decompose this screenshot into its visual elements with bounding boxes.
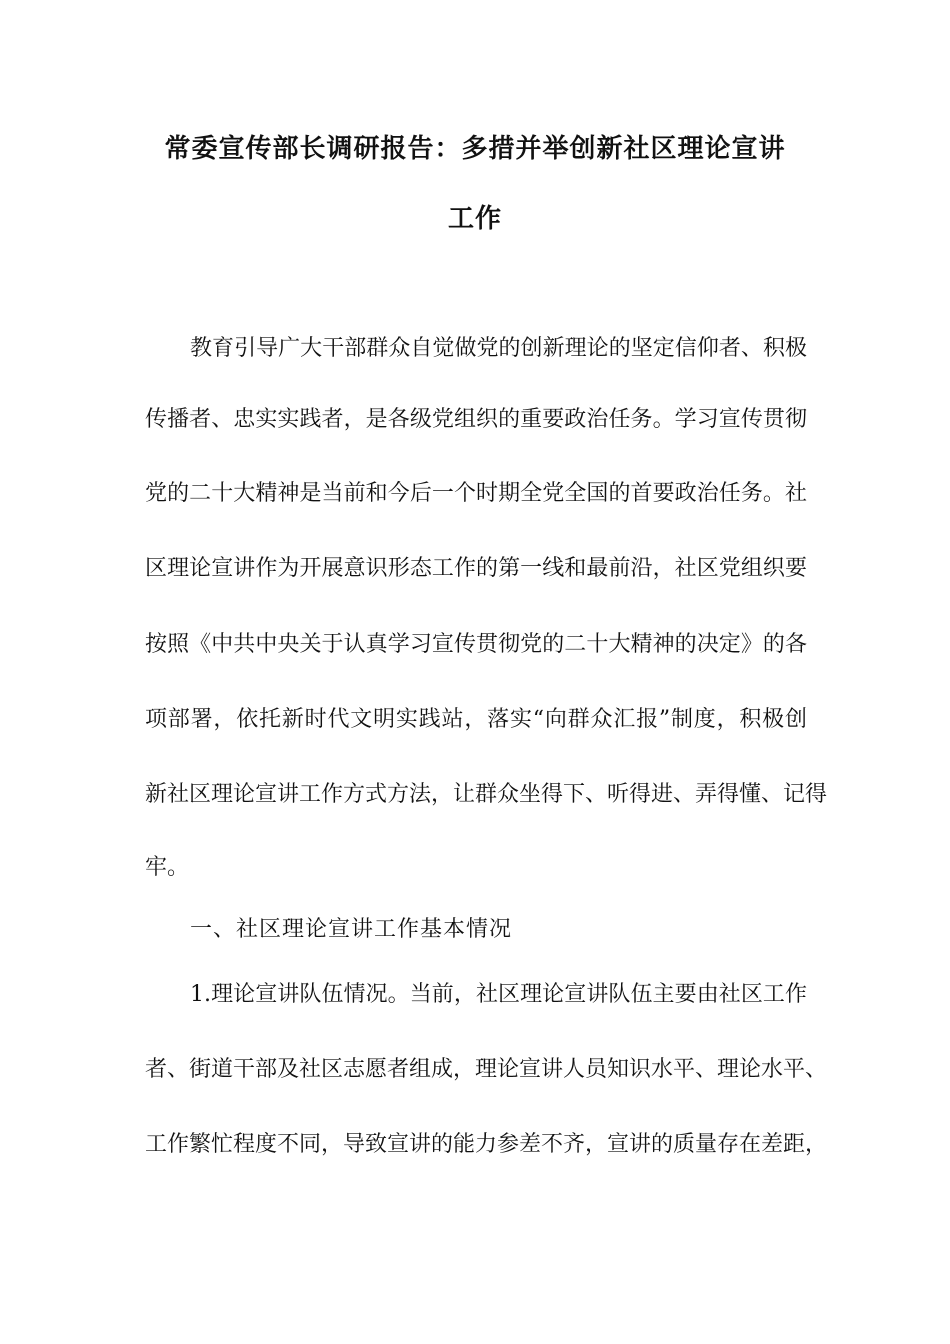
document-title-line-1: 常委宣传部长调研报告：多措并举创新社区理论宣讲: [164, 134, 786, 164]
paragraph-line: 牢。: [145, 855, 190, 880]
paragraph-line: 区理论宣讲作为开展意识形态工作的第一线和最前沿，社区党组织要: [145, 556, 807, 581]
paragraph-line: 党的二十大精神是当前和今后一个时期全党全国的首要政治任务。社: [145, 481, 807, 506]
paragraph-line: 传播者、忠实实践者，是各级党组织的重要政治任务。学习宣传贯彻: [145, 407, 807, 432]
paragraph-line: 工作繁忙程度不同，导致宣讲的能力参差不齐，宣讲的质量存在差距，: [145, 1132, 828, 1157]
paragraph-line: 教育引导广大干部群众自觉做党的创新理论的坚定信仰者、积极: [190, 336, 807, 361]
paragraph-line: 1.理论宣讲队伍情况。当前，社区理论宣讲队伍主要由社区工作: [190, 982, 807, 1007]
paragraph-line: 按照《中共中央关于认真学习宣传贯彻党的二十大精神的决定》的各: [145, 632, 807, 657]
paragraph-line: 者、街道干部及社区志愿者组成，理论宣讲人员知识水平、理论水平、: [145, 1057, 828, 1082]
document-title-line-2: 工作: [447, 204, 502, 234]
paragraph-line: 新社区理论宣讲工作方式方法，让群众坐得下、听得进、弄得懂、记得: [145, 782, 828, 807]
section-heading: 一、社区理论宣讲工作基本情况: [190, 917, 513, 942]
paragraph-line: 项部署，依托新时代文明实践站，落实“向群众汇报”制度，积极创: [145, 707, 807, 732]
